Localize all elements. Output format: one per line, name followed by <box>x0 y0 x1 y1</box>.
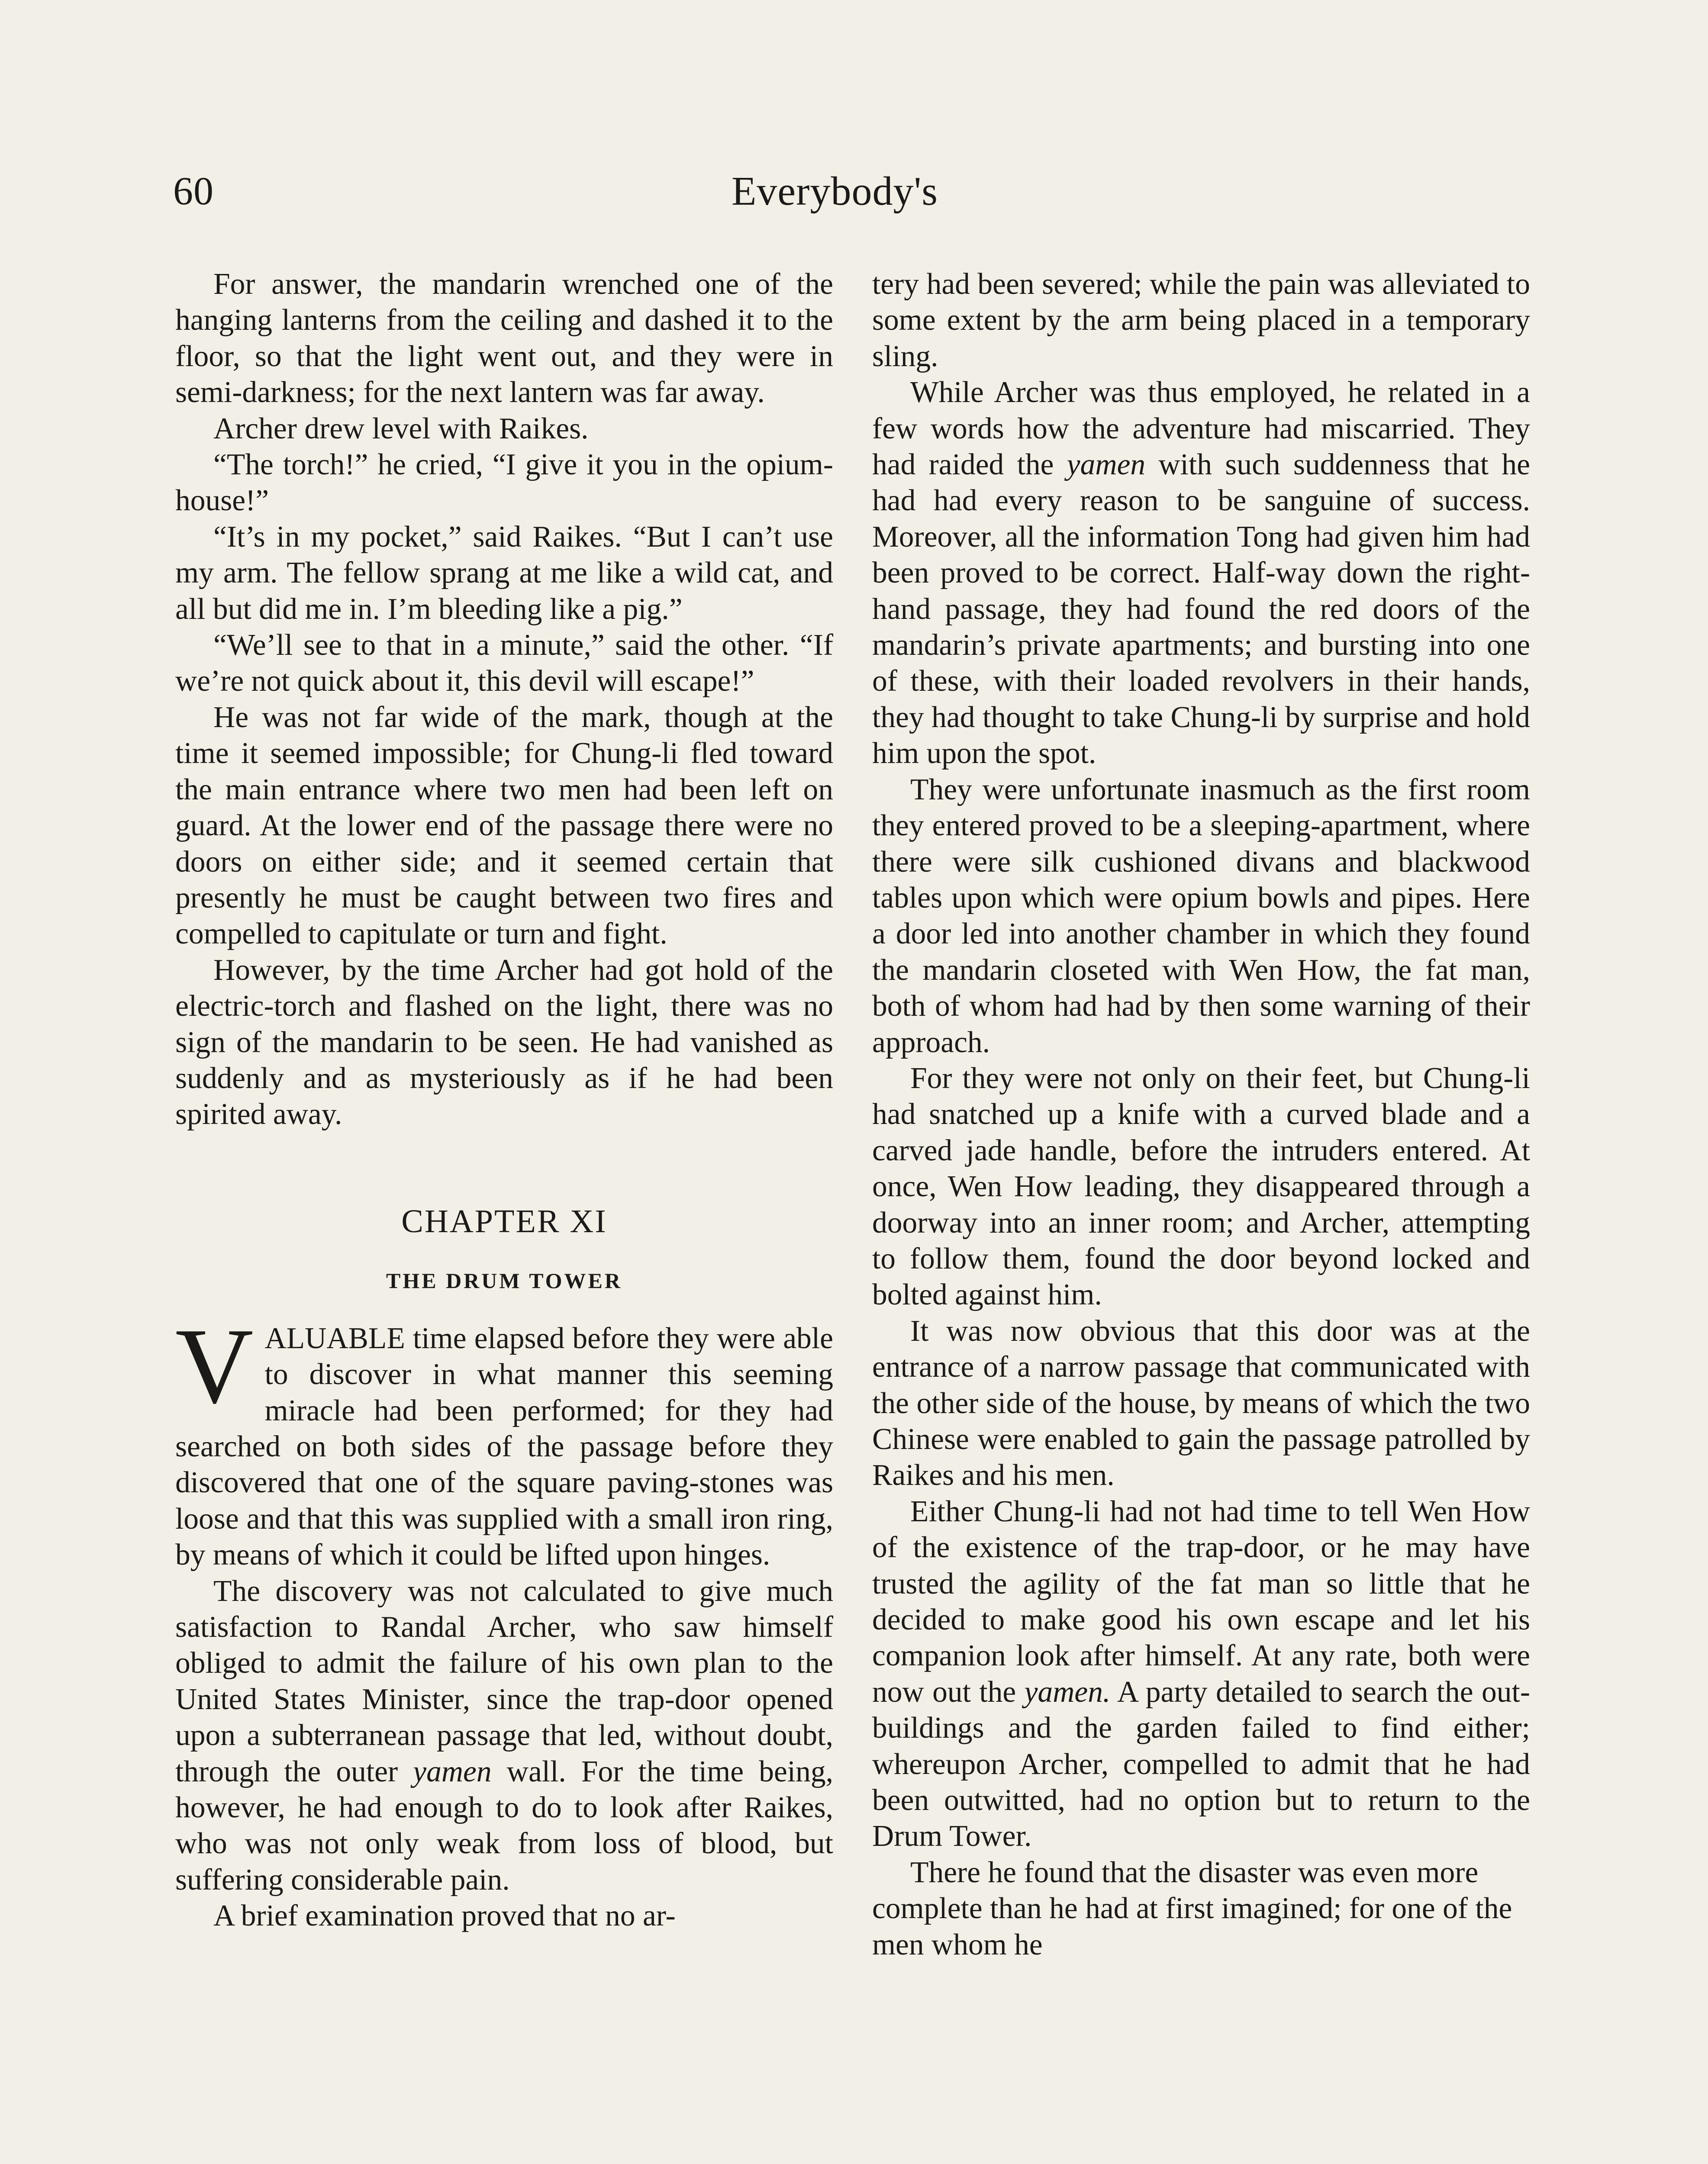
chapter-subtitle: THE DRUM TOWER <box>386 1268 622 1293</box>
paragraph: A brief examination proved that no ar- <box>213 1899 676 1933</box>
italic-word: yamen <box>413 1755 492 1788</box>
page-header <box>0 0 1708 242</box>
text-run: with such suddenness that he had had every reason to be sanguine of success. Moreover, all the information Tong had given him had been proved to be correct. Half-way down the right-hand passage, they had found the red doors of the mandarin’s private apartments; and bursting into one of these, with their loaded revolvers in their hands, they had thought to take Chung-li by surprise and hold him upon the spot. <box>872 448 1530 770</box>
paragraph: “We’ll see to that in a minute,” said the other. “If we’re not quick about it, this devil will escape!” <box>175 628 833 698</box>
text-run: Either Chung-li had not had time to tell Wen How of the existence of the trap-door, or he may have trusted the agility of the fat man so little that he decided to make good his own escape and let his companion look after himself. At any rate, both were now out the <box>872 1494 1530 1709</box>
paragraph <box>872 374 1530 771</box>
italic-word: yamen. <box>1024 1675 1111 1709</box>
paragraph: It was now obvious that this door was at the entrance of a narrow passage that communicated with the other side of the house, by means of which the two Chinese were enabled to gain the passage patrolled by Raikes and his men. <box>872 1314 1530 1492</box>
paragraph: They were unfortunate inasmuch as the first room they entered proved to be a sleeping-apartment, where there were silk cushioned divans and blackwood tables upon which were opium bowls and pipes. Here a door led into another chamber in which they found the mandarin closeted with Wen How, the fat man, both of whom had had by then some warning of their approach. <box>872 773 1530 1059</box>
paragraph <box>872 1494 1530 1855</box>
paragraph: “It’s in my pocket,” said Raikes. “But I can’t use my arm. The fellow sprang at me like a wild cat, and all but did me in. I’m bleeding like a pig.” <box>175 520 833 626</box>
paragraph: He was not far wide of the mark, though at the time it seemed impossible; for Chung-li fled toward the main entrance where two men had been left on guard. At the lower end of the passage there were no doors on either side; and it seemed certain that presently he must be caught between two fires and compelled to capitulate or turn and fight. <box>175 700 833 951</box>
text-run: The discovery was not calculated to give much satisfaction to Randal Archer, who saw himself obliged to admit the failure of his own plan to the United States Minister, since the trap-door opened upon a subterranean passage that led, without doubt, through the outer <box>175 1574 833 1788</box>
paragraph: “The torch!” he cried, “I give it you in the opium-house!” <box>175 448 833 518</box>
right-column <box>872 266 1530 1963</box>
running-head: Everybody's <box>732 169 938 214</box>
drop-cap: V <box>175 1306 254 1426</box>
left-column <box>175 266 833 1934</box>
paragraph: Archer drew level with Raikes. <box>213 412 589 445</box>
paragraph: tery had been severed; while the pain was alleviated to some extent by the arm being placed in a temporary sling. <box>872 267 1530 373</box>
text-run: While Archer was thus employed, he related in a few words how the adventure had miscarried. They had raided the <box>872 376 1530 482</box>
text-run: wall. For the time being, however, he had enough to do to look after Raikes, who was not only weak from loss of blood, but suffering considerable pain. <box>175 1755 833 1897</box>
opening-paragraph <box>175 1306 833 1573</box>
opening-paragraph-text: ALUABLE time elapsed before they were able to discover in what manner this seeming miracle had been performed; for they had searched on both sides of the passage before they discovered that one of the square paving-stones was loose and that this was supplied with a small iron ring, by means of which it could be lifted upon hinges. <box>175 1321 833 1572</box>
paragraph <box>175 1573 833 1898</box>
paragraph: There he found that the disaster was even more complete than he had at first imagined; for one of the men whom he <box>872 1855 1512 1961</box>
text-run: A party detailed to search the out-buildings and the garden failed to find either; whereupon Archer, compelled to admit that he had been outwitted, had no option but to return to the Drum Tower. <box>872 1675 1530 1853</box>
paragraph: For answer, the mandarin wrenched one of the hanging lanterns from the ceiling and dashed it to the floor, so that the light went out, and they were in semi-darkness; for the next lantern was far away. <box>175 267 833 409</box>
paragraph: However, by the time Archer had got hold of the electric-torch and flashed on the light, there was no sign of the mandarin to be seen. He had vanished as suddenly and as mysteriously as if he had been spirited away. <box>175 953 833 1131</box>
italic-word: yamen <box>1067 448 1146 482</box>
paragraph: For they were not only on their feet, but Chung-li had snatched up a knife with a curved blade and a carved jade handle, before the intruders entered. At once, Wen How leading, they disappeared through a doorway into an inner room; and Archer, attempting to follow them, found the door beyond locked and bolted against him. <box>872 1061 1530 1312</box>
chapter-title: CHAPTER XI <box>401 1203 607 1240</box>
page-number: 60 <box>173 169 214 213</box>
